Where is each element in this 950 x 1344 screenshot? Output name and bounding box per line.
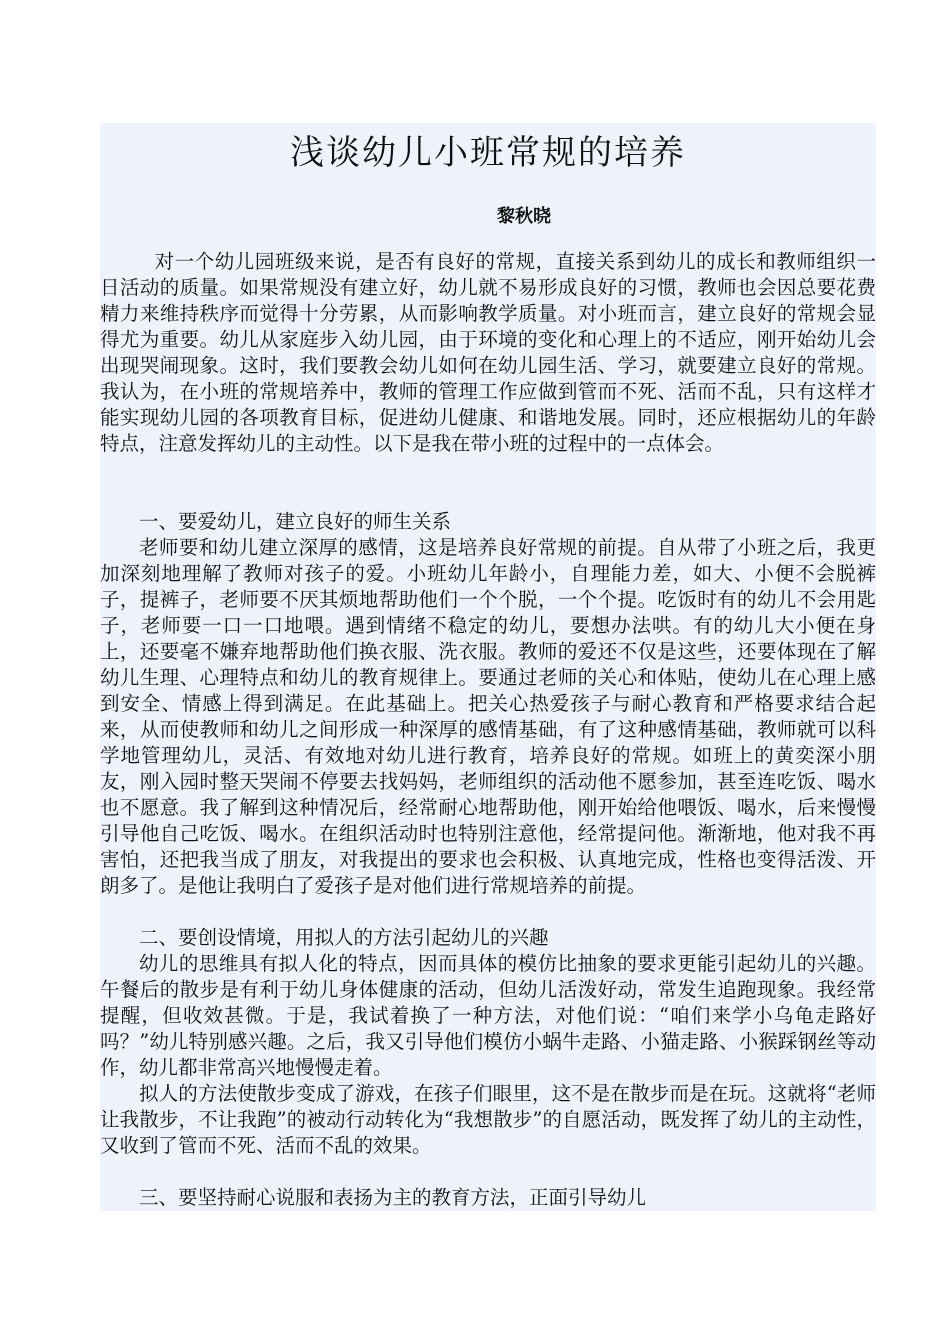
spacer	[100, 1159, 876, 1185]
section-3-heading: 三、要坚持耐心说服和表扬为主的教育方法，正面引导幼儿	[139, 1186, 647, 1209]
section-1-paragraph: 老师要和幼儿建立深厚的感情，这是培养良好常规的前提。自从带了小班之后，我更加深刻地理解了教师对孩子的爱。小班幼儿年龄小，自理能力差，如大、小便不会脱裤子，提裤子，老师要不厌其烦地帮助他们一个个脱，一个个提。吃饭时有的幼儿不会用匙子，老师要一口一口地喂。遇到情绪不稳定的幼儿，要想办法哄。有的幼儿大小便在身上，还要毫不嫌弃地帮助他们换衣服、洗衣服。教师的爱还不仅是这些，还要体现在了解幼儿生理、心理特点和幼儿的教育规律上。要通过老师的关心和体贴，使幼儿在心理上感到安全、情感上得到满足。在此基础上。把关心热爱孩子与耐心教育和严格要求结合起来，从而使教师和幼儿之间形成一种深厚的感情基础，有了这种感情基础，教师就可以科学地管理幼儿，灵活、有效地对幼儿进行教育，培养良好的常规。如班上的黄奕深小朋友，刚入园时整天哭闹不停要去找妈妈，老师组织的活动他不愿参加，甚至连吃饭、喝水也不愿意。我了解到这种情况后，经常耐心地帮助他，刚开始给他喂饭、喝水，后来慢慢引导他自己吃饭、喝水。在组织活动时也特别注意他，经常提问他。渐渐地，他对我不再害怕，还把我当成了朋友，对我提出的要求也会积极、认真地完成，性格也变得活泼、开朗多了。是他让我明白了爱孩子是对他们进行常规培养的前提。	[100, 536, 876, 897]
section-2-heading: 二、要创设情境，用拟人的方法引起幼儿的兴趣	[139, 926, 549, 949]
document-page	[100, 123, 876, 1211]
spacer	[100, 457, 876, 509]
spacer	[100, 899, 876, 925]
document-title: 浅谈幼儿小班常规的培养	[290, 133, 686, 173]
section-2-paragraph-1: 幼儿的思维具有拟人化的特点，因而具体的模仿比抽象的要求更能引起幼儿的兴趣。午餐后的散步是有利于幼儿身体健康的活动，但幼儿活泼好动，常发生追跑现象。我经常提醒，但收效甚微。于是，我试着换了一种方法，对他们说：“咱们来学小乌龟走路好吗？”幼儿特别感兴趣。之后，我又引导他们模仿小蜗牛走路、小猫走路、小猴踩钢丝等动作，幼儿都非常高兴地慢慢走着。	[100, 952, 876, 1079]
section-1-heading: 一、要爱幼儿，建立良好的师生关系	[139, 510, 452, 533]
intro-paragraph: 对一个幼儿园班级来说，是否有良好的常规，直接关系到幼儿的成长和教师组织一日活动的质量。如果常规没有建立好，幼儿就不易形成良好的习惯，教师也会因总要花费精力来维持秩序而觉得十分劳累，从而影响教学质量。对小班而言，建立良好的常规会显得尤为重要。幼儿从家庭步入幼儿园，由于环境的变化和心理上的不适应，刚开始幼儿会出现哭闹现象。这时，我们要教会幼儿如何在幼儿园生活、学习，就要建立良好的常规。我认为，在小班的常规培养中，教师的管理工作应做到管而不死、活而不乱，只有这样才能实现幼儿园的各项教育目标，促进幼儿健康、和谐地发展。同时，还应根据幼儿的年龄特点，注意发挥幼儿的主动性。以下是我在带小班的过程中的一点体会。	[100, 250, 876, 455]
author-name: 黎秋晓	[497, 206, 551, 227]
section-2-paragraph-2: 拟人的方法使散步变成了游戏，在孩子们眼里，这不是在散步而是在玩。这就将“老师让我散步，不让我跑”的被动行动转化为“我想散步”的自愿活动，既发挥了幼儿的主动性，又收到了管而不死、活而不乱的效果。	[100, 1082, 876, 1157]
